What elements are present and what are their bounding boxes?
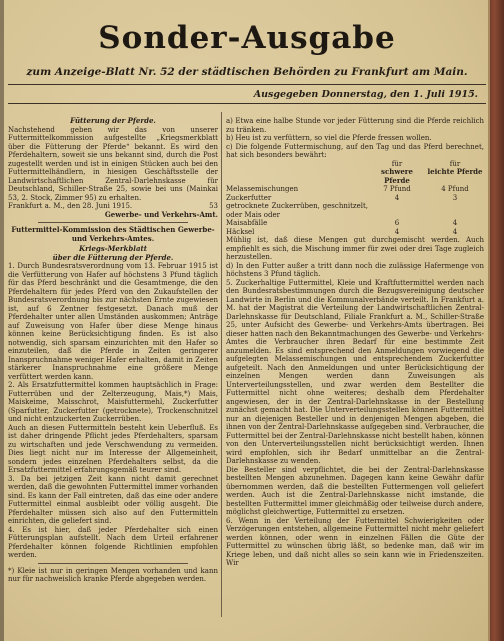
paragraph: a) Etwa eine halbe Stunde vor jeder Fütterung sind die Pferde reichlich zu tränken. <box>226 117 484 134</box>
table-header-cell: für <box>449 159 461 168</box>
table-header <box>226 168 484 185</box>
left-column <box>8 117 218 584</box>
table-cell: 7 Pfund <box>383 185 411 193</box>
table-cell: 4 <box>394 227 400 236</box>
divider <box>8 103 486 104</box>
masthead-title: Sonder-Ausgabe <box>98 20 396 56</box>
paragraph: d) In den Futter außer a tritt dann noch die zulässige Hafermenge von höchstens 3 Pfund täglich. <box>226 261 484 278</box>
table-cell: Melassemischungen <box>226 185 299 193</box>
paragraph: Mühlig ist, daß diese Mengen gut durchgemischt werden. Auch empfiehlt es sich, die Mischung immer für zwei oder drei Tage zugleich herzustellen. <box>226 236 484 261</box>
room-number: 53 <box>209 202 218 210</box>
paragraph: Auch an diesen Futtermitteln besteht kein Ueberfluß. Es ist daher dringende Pflicht jedes Pferdehalters, sparsam zu wirtschaften und jede Verschwendung zu vermeiden. Dies liegt nicht nur im Interesse der Allgemeinheit, sondern jedes einzelnen Pferdehalters selbst, da die Ersatzfuttermittel erfahrungsgemäß teurer sind. <box>8 423 218 474</box>
binding-shadow <box>0 0 4 641</box>
paragraph: 5. Zuckerhaltige Futtermittel, Kleie und Kraftfuttermittel werden nach den Bundesratsbestimmungen durch die Bezugsvereinigung deutscher Landwirte in Berlin und die Kommunalverbände verteilt. In Frankfurt a. M. hat der Magistrat die Verteilung der Landwirtschaftlichen Zentral-Darlehnskasse für Deutschland, Filiale Frankfurt a. M., Schiller-Straße 25, unter Aufsicht des Gewerbe- und Verkehrs-Amts übertragen. Bei dieser hatten nach den Bekanntmachungen des Gewerbe- und Verkehrs-Amtes die Verbraucher ihren Bedarf für eine bestimmte Zeit anzumelden. Es sind entsprechend den Anmeldungen vorwiegend die aufgelegten Melassemischungen und entsprechendem Zuckerfutter aufgeteilt. Nach den Anmeldungen und unter Berücksichtigung der einzelnen Mengen werden dann Zuweisungen als Unterverteilungsstellen, und zwar werden dem Bestellter die Futtermittel nicht ohne weiteres; deshalb dem Pferdehalter angewiesen, der in der Zentral-Darlehnskasse in der Bestellung zunächst gemacht hat. Die Unterverteilungsstellen können Futtermittel nur an diejenigen Besteller und in denjenigen Mengen abgeben, die ihnen von der Zentral-Darlehnskasse aufgegeben sind. Verbraucher, die Futtermittel bei der Zentral-Darlehnskasse nicht bestellt haben, können von den Unterverteilungsstellen nicht berücksichtigt werden. Ihnen wird empfohlen, sich ihr Bedarf unmittelbar an die Zentral-Darlehnskasse zu wenden. <box>226 278 484 465</box>
issue-date: Ausgegeben Donnerstag, den 1. Juli 1915. <box>253 89 478 100</box>
paragraph: Die Besteller sind verpflichtet, die bei der Zentral-Darlehnskasse bestellten Mengen abzunehmen. Dagegen kann keine Gewähr dafür übernommen werden, daß die bestellten Futtermengen voll geliefert werden. Auch ist die Zentral-Darlehnskasse nicht imstande, die bestellten Futtermittel immer gleichmäßig oder teilweise durch andere, möglichst gleichwertige, Futtermittel zu ersetzen. <box>226 465 484 516</box>
paragraph: 4. Es ist hier, daß jeder Pferdehalter sich einen Fütterungsplan aufstellt. Nach dem Urteil erfahrener Pferdehalter können folgende Richtlinien empfohlen werden. <box>8 525 218 559</box>
masthead-subtitle: zum Anzeige-Blatt Nr. 52 der städtischen Behörden zu Frankfurt am Main. <box>26 66 468 78</box>
table-cell: 4 <box>394 193 400 202</box>
paragraph: 1. Durch Bundesratsverordnung vom 13. Februar 1915 ist die Verfütterung von Hafer auf höchstens 3 Pfund täglich für das Pferd beschränkt und die Gesamtmenge, die den Pferdehaltern für jedes Pferd von den Zukaufstellen der Bundesratsverordnung bis zur nächsten Ernte zugewiesen ist, auf 6 Zentner festgesetzt. Danach muß der Pferdehalter unter allen Umständen auskommen; Anträge auf Zuweisung von Hafer über diese Menge hinaus können keine Berücksichtigung finden. Es ist also notwendig, sich sparsam einzurichten mit den Hafer so einzuteilen, daß die Pferde in Zeiten geringerer Inanspruchnahme weniger Hafer erhalten, damit in Zeiten stärkerer Inanspruchnahme eine größere Menge verfüttert werden kann. <box>8 262 218 381</box>
table-row <box>226 219 484 228</box>
table-cell: 4 <box>452 227 458 236</box>
table-cell: 4 Pfund <box>441 185 469 193</box>
table-row <box>226 202 484 219</box>
table-header-cell: leichte Pferde <box>427 167 483 176</box>
table-row <box>226 185 484 194</box>
divider <box>38 563 188 564</box>
table-cell: Zuckerfutter <box>226 193 272 202</box>
table-cell <box>426 202 484 219</box>
table-cell: 6 <box>394 219 400 227</box>
section-heading: Fütterung der Pferde. <box>70 116 156 125</box>
paragraph: 6. Wenn in der Verteilung der Futtermittel Schwierigkeiten oder Verzögerungen entstehen, allgemeine Futtermittel nicht mehr geliefert werden können, oder wenn in einzelnen Fällen die Güte der Futtermittel zu wünschen übrig läßt, so bedenke man, daß wir im Kriege leben, und daß nicht alles so sein kann wie in Friedenszeiten. Wir <box>226 516 484 567</box>
paragraph: Nachstehend geben wir das von unserer Futtermittelkommission aufgestellte „Kriegsmerkblatt über die Fütterung der Pferde“ bekannt. Es wird den Pferdehaltern, soweit sie uns bekannt sind, durch die Post zugestellt werden und ist in einigen Stücken auch bei den Futtermittelhändlern, in hiesigen Geschäftsstelle der Landwirtschaftlichen Zentral-Darlehnskasse für Deutschland, Schiller-Straße 25, sowie bei uns (Mainkai 53, 2. Stock, Zimmer 95) zu erhalten. <box>8 125 218 202</box>
divider <box>38 222 188 223</box>
table-cell: 3 <box>452 193 458 202</box>
paragraph: c) Die folgende Futtermischung, auf den Tag und das Pferd berechnet, hat sich besonders bewährt: <box>226 142 484 159</box>
table-header-cell: schwere Pferde <box>381 167 413 185</box>
paragraph: 3. Da bei jetzigen Zeit kann nicht damit gerechnet werden, daß die gewohnten Futtermittel immer vorhanden sind. Es kann der Fall eintreten, daß das eine oder andere Futtermittel einmal ausbleibt oder völlig ausgeht. Die Pferdehalter müssen sich also auf den Futtermitteln einrichten, die geliefert sind. <box>8 474 218 525</box>
paragraph: 2. Als Ersatzfuttermittel kommen hauptsächlich in Frage: Futterrüben und der Zelterzeugung, Mais,*) Mais, Maiskeime, Maisschrot, Maisfuttermehl, Zuckerfutter (Sparfutter, Zuckerfutter (getrocknete), Trockenschnitzel und nicht entzuckerten Zuckerrüben. <box>8 381 218 423</box>
commission-name: Futtermittel-Kommission des Städtischen Gewerbe- und Verkehrs-Amtes. <box>11 225 215 243</box>
paragraph: b) Heu ist zu verfüttern, so viel die Pferde fressen wollen. <box>226 134 432 142</box>
footnote: *) Kleie ist nur in geringen Mengen vorhanden und kann nur für nachweislich kranke Pferde abgegeben werden. <box>8 566 218 583</box>
divider <box>8 84 486 85</box>
column-divider <box>221 112 222 617</box>
table-cell <box>368 202 426 219</box>
leaflet-subtitle: über die Fütterung der Pferde. <box>52 252 174 262</box>
table-row <box>226 228 484 237</box>
table-cell: 4 <box>452 219 458 227</box>
table-cell: Häcksel <box>226 227 255 236</box>
office-signature: Gewerbe- und Verkehrs-Amt. <box>104 209 218 219</box>
leaflet-title: Kriegs-Merkblatt <box>79 244 147 253</box>
table-header-cell: für <box>391 159 403 168</box>
page-edge <box>488 0 490 641</box>
table-row <box>226 194 484 203</box>
right-column <box>226 117 484 568</box>
table-cell: Maisabfälle <box>226 219 268 227</box>
feed-table <box>226 160 484 237</box>
book-spine <box>488 0 504 641</box>
table-cell: getrocknete Zuckerrüben, geschnitzelt, oder Mais oder <box>226 202 368 219</box>
place-date-text: Frankfurt a. M., den 28. Juni 1915. <box>8 202 133 210</box>
